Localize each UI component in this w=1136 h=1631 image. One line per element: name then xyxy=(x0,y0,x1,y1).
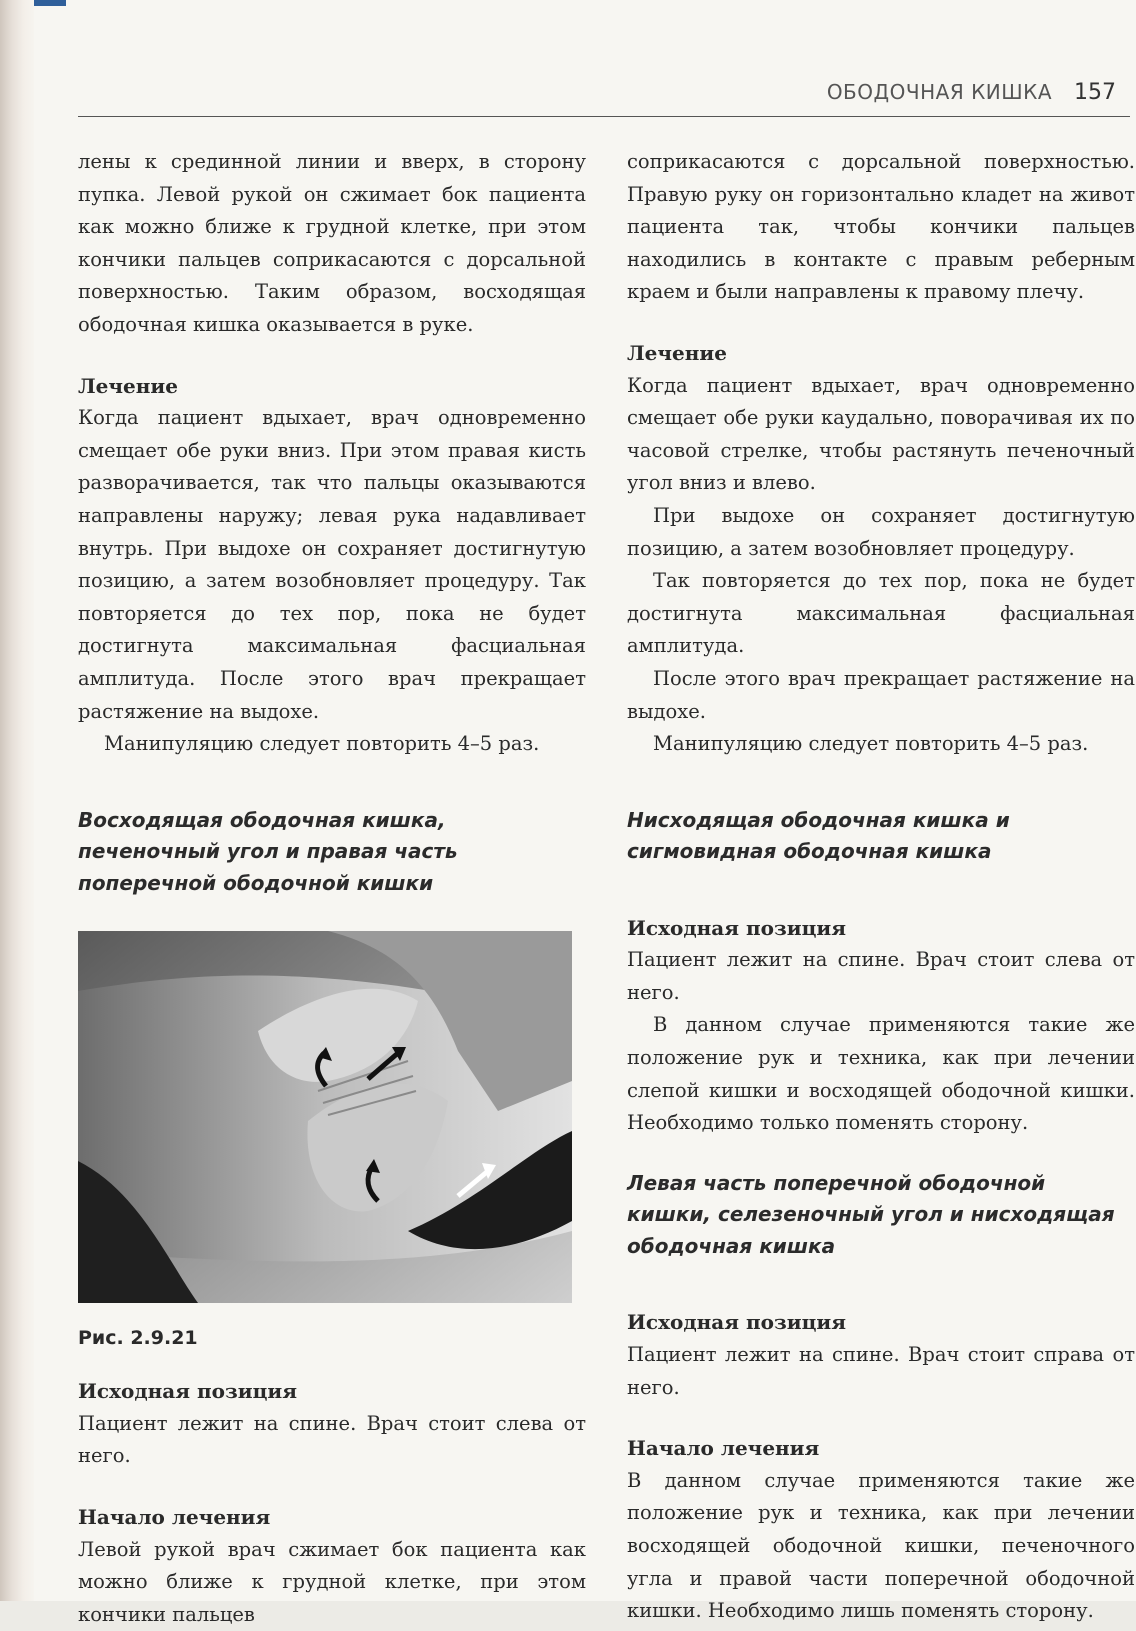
paragraph: Левой рукой врач сжимает бок пациента как можно ближе к грудной клетке, при этом кончики пальцев xyxy=(78,1537,586,1626)
paragraph: Когда пациент вдыхает, врач одновременно смещает обе руки вниз. При этом правая кисть разворачивается, так что пальцы оказываются направлены наружу; левая рука надавливает внутрь. При выдохе он сохраняет достигнутую позицию, а затем возобновляет процедуру. Так повторяется до тех пор, пока не будет достигнута максимальная фасциальная амплитуда. После этого врач прекращает растяжение на выдохе. xyxy=(78,406,586,723)
subheading-treatment: Лечение xyxy=(78,373,178,398)
paragraph: В данном случае применяются такие же положение рук и техника, как при лечении слепой кишки и восходящей ободочной кишки. Необходимо только поменять сторону. xyxy=(627,1013,1135,1135)
section-title: Восходящая ободочная кишка, печеночный угол и правая часть поперечной ободочной кишки xyxy=(78,807,458,895)
running-header xyxy=(827,80,1116,105)
right-column xyxy=(627,146,1135,1628)
header-rule xyxy=(78,116,1130,117)
paragraph: Пациент лежит на спине. Врач стоит справа от него. xyxy=(627,1342,1135,1399)
paragraph: соприкасаются с дорсальной поверхностью. Правую руку он горизонтально кладет на живот пациента так, чтобы кончики пальцев находились в контакте с правым реберным краем и были направлены к правому плечу. xyxy=(627,150,1135,304)
paragraph: лены к срединной линии и вверх, в сторону пупка. Левой рукой он сжимает бок пациента как можно ближе к грудной клетке, при этом кончики пальцев соприкасаются с дорсальной поверхностью. Таким образом, восходящая ободочная кишка оказывается в руке. xyxy=(78,150,586,336)
massage-photo-illustration xyxy=(78,931,572,1303)
paragraph: Манипуляцию следует повторить 4–5 раз. xyxy=(104,732,540,756)
figure-caption: Рис. 2.9.21 xyxy=(78,1327,198,1350)
book-binding-shadow xyxy=(0,0,34,1601)
section-title: Левая часть поперечной ободочной кишки, селезеночный угол и нисходящая ободочная кишка xyxy=(627,1170,1115,1258)
running-title: ОБОДОЧНАЯ КИШКА xyxy=(826,80,1052,104)
subheading-start-position: Исходная позиция xyxy=(627,915,846,940)
paragraph: Когда пациент вдыхает, врач одновременно смещает обе руки каудально, поворачивая их по часовой стрелке, чтобы растянуть печеночный угол вниз и влево. xyxy=(627,373,1135,495)
paragraph: Манипуляцию следует повторить 4–5 раз. xyxy=(653,732,1089,756)
subheading-start-position: Исходная позиция xyxy=(627,1310,846,1335)
subheading-begin-treatment: Начало лечения xyxy=(78,1504,271,1529)
paragraph: При выдохе он сохраняет достигнутую позицию, а затем возобновляет процедуру. xyxy=(627,503,1135,560)
page-number: 157 xyxy=(1074,80,1116,105)
subheading-begin-treatment: Начало лечения xyxy=(627,1436,820,1461)
left-column xyxy=(78,146,586,1631)
paragraph: После этого врач прекращает растяжение на выдохе. xyxy=(627,666,1135,723)
paragraph: В данном случае применяются такие же положение рук и техника, как при лечении восходящей ободочной кишки, печеночного угла и правой части поперечной ободочной кишки. Необходимо лишь поменять сторону. xyxy=(627,1468,1135,1623)
section-title: Нисходящая ободочная кишка и сигмовидная ободочная кишка xyxy=(627,807,1010,864)
figure-photo xyxy=(78,931,572,1303)
subheading-treatment: Лечение xyxy=(627,340,727,365)
corner-mark xyxy=(34,0,66,6)
paragraph: Так повторяется до тех пор, пока не будет достигнута максимальная фасциальная амплитуда. xyxy=(627,569,1135,658)
paragraph: Пациент лежит на спине. Врач стоит слева от него. xyxy=(78,1411,586,1468)
subheading-start-position: Исходная позиция xyxy=(78,1379,297,1404)
paragraph: Пациент лежит на спине. Врач стоит слева от него. xyxy=(627,948,1135,1004)
